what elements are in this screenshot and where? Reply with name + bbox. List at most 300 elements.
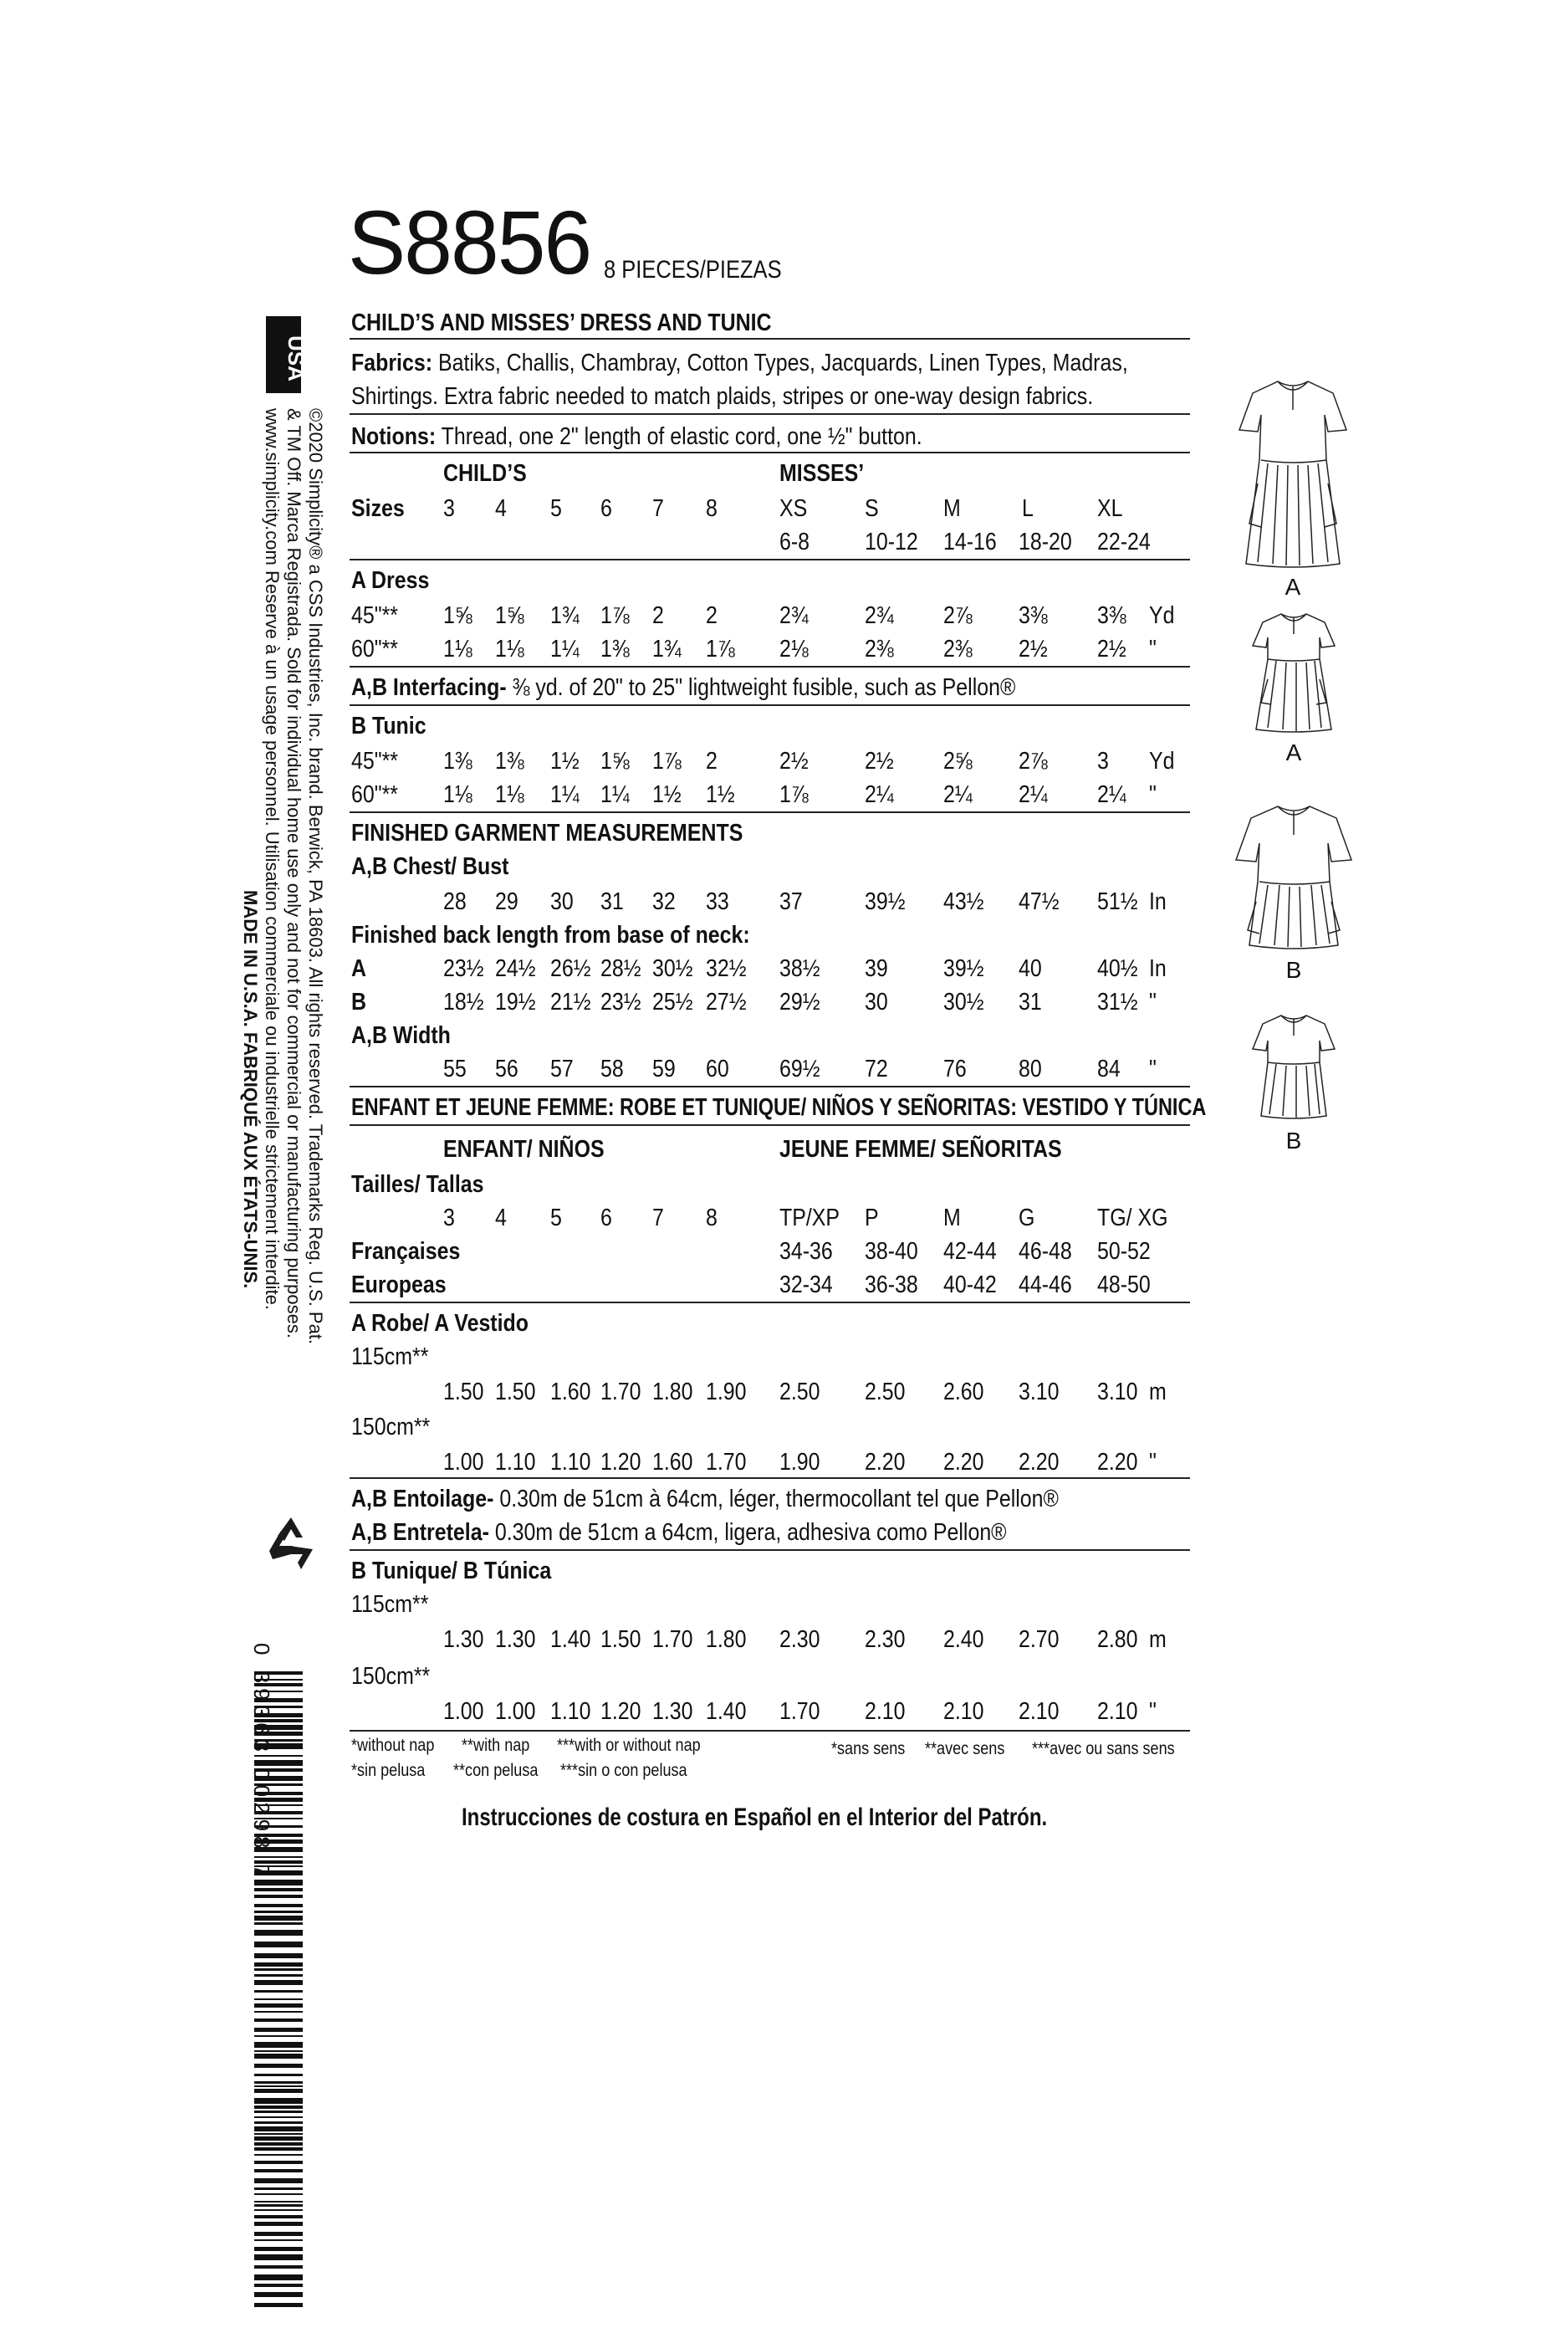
table-cell: m	[1149, 1379, 1167, 1405]
barcode-bar	[254, 2098, 303, 2104]
table-cell: 2	[652, 602, 664, 629]
table-cell: 29	[495, 888, 518, 915]
divider	[350, 338, 1190, 340]
barcode-bar	[254, 2187, 303, 2190]
notions-text: Thread, one 2" length of elastic cord, one ½" button.	[436, 423, 922, 450]
size-range: 18-20	[1019, 529, 1072, 555]
table-cell: 21½	[550, 989, 591, 1016]
table-cell: "	[1149, 1449, 1157, 1476]
table-cell: "	[1149, 1698, 1157, 1725]
entretela-label: A,B Entretela-	[351, 1519, 489, 1546]
footnote: ***with or without nap	[557, 1736, 701, 1755]
barcode-bar	[254, 2201, 303, 2203]
table-cell: "	[1149, 1056, 1157, 1082]
table-cell: 1⅝	[600, 748, 630, 775]
table-cell: 2.10	[1019, 1698, 1060, 1725]
figure-a-dress-long	[1234, 376, 1351, 600]
divider	[350, 811, 1190, 813]
barcode-bar	[254, 2133, 303, 2135]
entoilage-text: 0.30m de 51cm à 64cm, léger, thermocollant tel que Pellon®	[493, 1486, 1059, 1512]
barcode-bar	[254, 1895, 303, 1898]
table-cell: 2.30	[865, 1626, 906, 1653]
barcode-bar	[254, 2222, 303, 2226]
divider	[350, 413, 1190, 415]
europeas-row	[0, 1273, 1568, 1302]
table-cell: 1⅞	[600, 602, 630, 629]
misses-label: MISSES’	[779, 460, 865, 487]
table-cell: 3.10	[1019, 1379, 1060, 1405]
size-cell: S	[865, 495, 879, 522]
chest-label: A,B Chest/ Bust	[351, 853, 509, 880]
barcode-bar	[254, 1953, 303, 1958]
table-cell: 1.40	[706, 1698, 747, 1725]
table-cell: 39½	[943, 955, 984, 982]
row-label: 60"**	[351, 636, 399, 663]
table-cell: 28	[443, 888, 467, 915]
figure-label: A	[1285, 574, 1301, 600]
table-cell: 80	[1019, 1056, 1042, 1082]
divider	[350, 1302, 1190, 1303]
table-cell: "	[1149, 636, 1157, 663]
size-range: 46-48	[1019, 1238, 1072, 1265]
table-cell: 18½	[443, 989, 484, 1016]
table-cell: 1.30	[652, 1698, 693, 1725]
footnote: **avec sens	[925, 1739, 1005, 1758]
table-cell: 72	[865, 1056, 888, 1082]
size-cell: TG/ XG	[1097, 1205, 1168, 1231]
table-cell: 1⅝	[443, 602, 472, 629]
table-cell: 1¼	[550, 781, 580, 808]
table-cell: 2⅜	[943, 636, 973, 663]
pattern-title: CHILD’S AND MISSES’ DRESS AND TUNIC	[351, 310, 772, 336]
size-cell: 7	[652, 1205, 664, 1231]
barcode-bar	[254, 2265, 303, 2269]
divider	[350, 666, 1190, 668]
sizes-label: Sizes	[351, 495, 405, 522]
entoilage-label: A,B Entoilage-	[351, 1486, 494, 1512]
table-cell: 2.10	[1097, 1698, 1138, 1725]
table-cell: 1.70	[779, 1698, 820, 1725]
figure-a-dress-child	[1248, 609, 1340, 765]
table-cell: 1⅜	[443, 748, 472, 775]
back-length-label: Finished back length from base of neck:	[351, 922, 750, 949]
footnote: *sin pelusa	[351, 1761, 426, 1780]
table-cell: 27½	[706, 989, 747, 1016]
table-cell: 1⅜	[600, 636, 630, 663]
size-cell: XL	[1097, 495, 1123, 522]
barcode-bar	[254, 2126, 303, 2131]
barcode-bar	[254, 2028, 303, 2032]
usa-text: USA	[283, 335, 309, 381]
barcode-bar	[254, 2085, 303, 2087]
entretela-text: 0.30m de 51cm a 64cm, ligera, adhesiva como Pellon®	[488, 1519, 1007, 1546]
table-cell: 40	[1019, 955, 1042, 982]
barcode-bar	[254, 2274, 303, 2280]
table-cell: 1.10	[550, 1698, 591, 1725]
table-cell: 2.20	[1097, 1449, 1138, 1476]
size-range: 14-16	[943, 529, 997, 555]
barcode-bar	[254, 2042, 303, 2048]
footnote: *without nap	[351, 1736, 435, 1755]
copyright-line: ©2020 Simplicity® a CSS Industries, Inc. brand. Berwick, PA 18603. All rights reserved. Trademarks Reg. U.S. Pat.	[305, 408, 326, 1345]
table-cell: 1.90	[779, 1449, 820, 1476]
size-cell: G	[1019, 1205, 1035, 1231]
row-label: 115cm**	[351, 1591, 429, 1618]
barcode-bar	[254, 2154, 303, 2156]
table-cell: 2½	[865, 748, 894, 775]
row-label: 45"**	[351, 748, 399, 775]
table-cell: 1¾	[550, 602, 580, 629]
table-cell: 51½	[1097, 888, 1138, 915]
divider	[350, 704, 1190, 706]
divider	[350, 452, 1190, 453]
divider	[350, 559, 1190, 560]
size-cell: 3	[443, 495, 455, 522]
fabrics-label: Fabrics:	[351, 350, 433, 376]
table-cell: 3⅜	[1097, 602, 1126, 629]
row-label: 115cm**	[351, 1343, 429, 1370]
size-cell: 8	[706, 1205, 718, 1231]
barcode-bar	[254, 2074, 303, 2076]
figure-label: B	[1285, 957, 1302, 983]
table-cell: 1.40	[550, 1626, 591, 1653]
row-label: A	[351, 955, 367, 982]
table-cell: 43½	[943, 888, 984, 915]
barcode-bar	[254, 2178, 303, 2183]
table-cell: 31	[600, 888, 624, 915]
table-cell: 2.20	[943, 1449, 984, 1476]
table-cell: 2	[706, 602, 718, 629]
figure-b-tunic-misses	[1231, 801, 1356, 983]
barcode-bar	[254, 2018, 303, 2022]
table-row	[0, 1663, 1568, 1725]
table-cell: 1⅜	[495, 748, 524, 775]
francaises-row	[0, 1240, 1568, 1268]
robe-label: A Robe/ A Vestido	[351, 1310, 529, 1337]
size-cell: TP/XP	[779, 1205, 840, 1231]
size-range: 38-40	[865, 1238, 918, 1265]
table-cell: 2½	[1097, 636, 1126, 663]
entoilage-line	[351, 1487, 1059, 1512]
barcode-bar	[254, 2161, 303, 2164]
barcode-bar	[254, 1990, 303, 1993]
table-cell: 1.00	[443, 1449, 484, 1476]
table-cell: m	[1149, 1626, 1167, 1653]
size-range: 48-50	[1097, 1271, 1151, 1298]
table-cell: 57	[550, 1056, 574, 1082]
table-cell: 2⅞	[1019, 748, 1048, 775]
fabrics-text: Batiks, Challis, Chambray, Cotton Types, Jacquards, Linen Types, Madras,	[432, 350, 1128, 376]
barcode-bar	[254, 1888, 303, 1891]
barcode-bar	[254, 2215, 303, 2218]
barcode-bar	[254, 2303, 303, 2307]
table-cell: 2¾	[865, 602, 894, 629]
size-cell: P	[865, 1205, 879, 1231]
table-cell: 2.40	[943, 1626, 984, 1653]
barcode-bar	[254, 1904, 303, 1907]
barcode-bar	[254, 2142, 303, 2146]
footnote: ***avec ou sans sens	[1032, 1739, 1175, 1758]
table-cell: 1.10	[550, 1449, 591, 1476]
table-cell: 3	[1097, 748, 1109, 775]
barcode-bar	[254, 2111, 303, 2113]
barcode-bar	[254, 2116, 303, 2118]
interfacing-label: A,B Interfacing-	[351, 674, 507, 701]
table-cell: 25½	[652, 989, 693, 1016]
size-cell: 7	[652, 495, 664, 522]
divider	[350, 1549, 1190, 1551]
table-cell: 2¼	[1097, 781, 1126, 808]
table-cell: 2¾	[779, 602, 809, 629]
table-cell: 1¾	[652, 636, 682, 663]
figure-label: A	[1285, 739, 1302, 765]
barcode-bar	[254, 2003, 303, 2008]
enfant-label: ENFANT/ NIÑOS	[443, 1136, 605, 1163]
barcode-bar	[254, 2081, 303, 2084]
table-row	[0, 750, 1568, 778]
size-range: 6-8	[779, 529, 810, 555]
size-range: 10-12	[865, 529, 918, 555]
barcode-bar	[254, 1911, 303, 1913]
size-range: 22-24	[1097, 529, 1151, 555]
table-cell: 23½	[443, 955, 484, 982]
table-cell: 2½	[779, 748, 809, 775]
table-cell: 38½	[779, 955, 820, 982]
table-cell: 3⅜	[1019, 602, 1048, 629]
table-cell: 1.20	[600, 1449, 641, 1476]
table-cell: 1¼	[550, 636, 580, 663]
recycle-icon	[261, 1512, 321, 1577]
table-cell: 1.00	[443, 1698, 484, 1725]
barcode-bar	[254, 2239, 303, 2241]
row-label: 45"**	[351, 602, 399, 629]
barcode-bar	[254, 2254, 303, 2260]
table-cell: 28½	[600, 955, 641, 982]
barcode-bar	[254, 1962, 303, 1967]
size-cell: 5	[550, 495, 562, 522]
sizes-row	[0, 1206, 1568, 1235]
table-row	[0, 957, 1568, 985]
size-cell: L	[1022, 495, 1034, 522]
table-cell: 69½	[779, 1056, 820, 1082]
table-cell: 1⅛	[495, 781, 524, 808]
table-cell: 31	[1019, 989, 1042, 1016]
barcode-bar	[254, 2292, 303, 2297]
table-cell: 1.30	[443, 1626, 484, 1653]
table-cell: 2¼	[865, 781, 894, 808]
table-cell: 1.20	[600, 1698, 641, 1725]
figure-b-tunic-child	[1248, 1011, 1340, 1154]
table-cell: 2.70	[1019, 1626, 1060, 1653]
table-cell: 30½	[652, 955, 693, 982]
barcode-bar	[254, 2193, 303, 2195]
row-label: B	[351, 989, 367, 1016]
table-cell: "	[1149, 781, 1157, 808]
figure-label: B	[1285, 1128, 1302, 1154]
childs-label: CHILD’S	[443, 460, 527, 487]
table-cell: In	[1149, 955, 1167, 982]
dress-label: A Dress	[351, 567, 430, 594]
size-range: 42-44	[943, 1238, 997, 1265]
table-row	[0, 1591, 1568, 1653]
table-cell: 33	[706, 888, 729, 915]
barcode-bar	[254, 2169, 303, 2172]
barcode-bar	[254, 2089, 303, 2093]
table-cell: 2⅞	[943, 602, 973, 629]
footnote: **with nap	[462, 1736, 530, 1755]
table-cell: 2.20	[1019, 1449, 1060, 1476]
barcode-digits: 0 39363 00298 7	[249, 1643, 274, 1882]
divider	[350, 1477, 1190, 1479]
tunic-label: B Tunic	[351, 713, 426, 739]
size-range: 40-42	[943, 1271, 997, 1298]
table-cell: 32½	[706, 955, 747, 982]
made-in-usa-badge	[266, 316, 317, 393]
table-cell: 2.20	[865, 1449, 906, 1476]
made-in-usa-line: MADE IN U.S.A. FABRIQUÉ AUX ÉTATS-UNIS.	[240, 890, 261, 1289]
table-cell: 2.60	[943, 1379, 984, 1405]
barcode-bar	[254, 2050, 303, 2052]
pieces-count: 8 PIECES/PIEZAS	[604, 256, 782, 284]
table-row	[0, 1414, 1568, 1476]
jeune-label: JEUNE FEMME/ SEÑORITAS	[779, 1136, 1062, 1163]
table-cell: 1¼	[600, 781, 630, 808]
table-cell: 29½	[779, 989, 820, 1016]
table-cell: 30½	[943, 989, 984, 1016]
table-cell: 1½	[706, 781, 735, 808]
size-cell: M	[943, 1205, 961, 1231]
table-cell: 40½	[1097, 955, 1138, 982]
table-cell: 31½	[1097, 989, 1138, 1016]
width-label: A,B Width	[351, 1022, 451, 1049]
barcode-bar	[254, 2054, 303, 2059]
interfacing-text: ⅜ yd. of 20" to 25" lightweight fusible, such as Pellon®	[506, 674, 1016, 701]
table-cell: 2	[706, 748, 718, 775]
tailles-label: Tailles/ Tallas	[351, 1171, 484, 1198]
table-cell: "	[1149, 989, 1157, 1016]
table-cell: 30	[550, 888, 574, 915]
size-cell: M	[943, 495, 961, 522]
size-range: 50-52	[1097, 1238, 1151, 1265]
table-cell: 2⅝	[943, 748, 973, 775]
table-cell: 39	[865, 955, 888, 982]
table-cell: 2.30	[779, 1626, 820, 1653]
table-cell: 26½	[550, 955, 591, 982]
table-cell: 1.80	[706, 1626, 747, 1653]
barcode-bar	[254, 1968, 303, 1971]
table-cell: 84	[1097, 1056, 1121, 1082]
size-cell: 4	[495, 1205, 507, 1231]
table-cell: 1.60	[652, 1449, 693, 1476]
table-cell: 58	[600, 1056, 624, 1082]
barcode-bar	[254, 2121, 303, 2124]
table-cell: 1.60	[550, 1379, 591, 1405]
size-cell: XS	[779, 495, 808, 522]
table-cell: 1.50	[443, 1379, 484, 1405]
table-cell: Yd	[1149, 602, 1175, 629]
table-cell: 76	[943, 1056, 967, 1082]
barcode-bar	[254, 1980, 303, 1985]
barcode-bar	[254, 1916, 303, 1921]
fabrics-line-2: Shirtings. Extra fabric needed to match plaids, stripes or one-way design fabrics.	[351, 383, 1094, 410]
tunique-label: B Tunique/ B Túnica	[351, 1558, 552, 1584]
table-cell: 47½	[1019, 888, 1060, 915]
barcode-bar	[254, 2035, 303, 2037]
barcode-bar	[254, 1942, 303, 1947]
interfacing-line	[351, 676, 1015, 700]
table-cell: 2.10	[943, 1698, 984, 1725]
table-cell: 32	[652, 888, 676, 915]
barcode-bar	[254, 2011, 303, 2013]
table-cell: In	[1149, 888, 1167, 915]
barcode-bar	[254, 2105, 303, 2109]
table-cell: 60	[706, 1056, 729, 1082]
table-row	[0, 1343, 1568, 1405]
website-line: www.simplicity.com Reserve à un usage personnel. Utilisation commerciale ou industrielle strictement interdite.	[262, 408, 283, 1311]
table-cell: 1⅛	[443, 781, 472, 808]
barcode-bar	[254, 2204, 303, 2207]
size-range: 34-36	[779, 1238, 833, 1265]
size-cell: 5	[550, 1205, 562, 1231]
size-cell: 4	[495, 495, 507, 522]
table-cell: 1½	[652, 781, 682, 808]
table-cell: 1.70	[706, 1449, 747, 1476]
table-cell: 39½	[865, 888, 906, 915]
table-cell: 2¼	[943, 781, 973, 808]
table-cell: 1.70	[652, 1626, 693, 1653]
trademark-line: & TM Off. Marca Registrada. Sold for individual home use only and not for commercial or manufacturing purposes.	[283, 408, 304, 1338]
size-cell: 3	[443, 1205, 455, 1231]
made-in-text: MADE IN	[308, 334, 317, 370]
table-cell: 1⅛	[495, 636, 524, 663]
pattern-number: S8856	[348, 192, 591, 293]
divider	[350, 1124, 1190, 1126]
table-cell: 2½	[1019, 636, 1048, 663]
table-cell: 1⅞	[779, 781, 809, 808]
table-cell: 3.10	[1097, 1379, 1138, 1405]
table-cell: 1.80	[652, 1379, 693, 1405]
table-cell: 55	[443, 1056, 467, 1082]
table-cell: 2¼	[1019, 781, 1048, 808]
table-cell: 2.10	[865, 1698, 906, 1725]
table-cell: 2⅛	[779, 636, 809, 663]
table-cell: 56	[495, 1056, 518, 1082]
table-cell: 1½	[550, 748, 580, 775]
row-label: 60"**	[351, 781, 399, 808]
europeas-label: Europeas	[351, 1271, 447, 1298]
table-cell: 19½	[495, 989, 536, 1016]
table-cell: 2.80	[1097, 1626, 1138, 1653]
size-range: 36-38	[865, 1271, 918, 1298]
barcode-bar	[254, 1930, 303, 1936]
divider	[350, 1730, 1190, 1732]
table-cell: 24½	[495, 955, 536, 982]
barcode-bar	[254, 2247, 303, 2251]
table-cell: 1.10	[495, 1449, 536, 1476]
barcode-bar	[254, 2209, 303, 2211]
row-label: 150cm**	[351, 1414, 431, 1440]
table-cell: 1.90	[706, 1379, 747, 1405]
row-label: 150cm**	[351, 1663, 431, 1690]
table-cell: 1.50	[495, 1379, 536, 1405]
size-cell: 6	[600, 1205, 612, 1231]
notions-label: Notions:	[351, 423, 437, 450]
table-cell: 59	[652, 1056, 676, 1082]
barcode-bar	[254, 2064, 303, 2068]
table-cell: 1.00	[495, 1698, 536, 1725]
table-cell: 2⅜	[865, 636, 894, 663]
footnote: ***sin o con pelusa	[560, 1761, 687, 1780]
